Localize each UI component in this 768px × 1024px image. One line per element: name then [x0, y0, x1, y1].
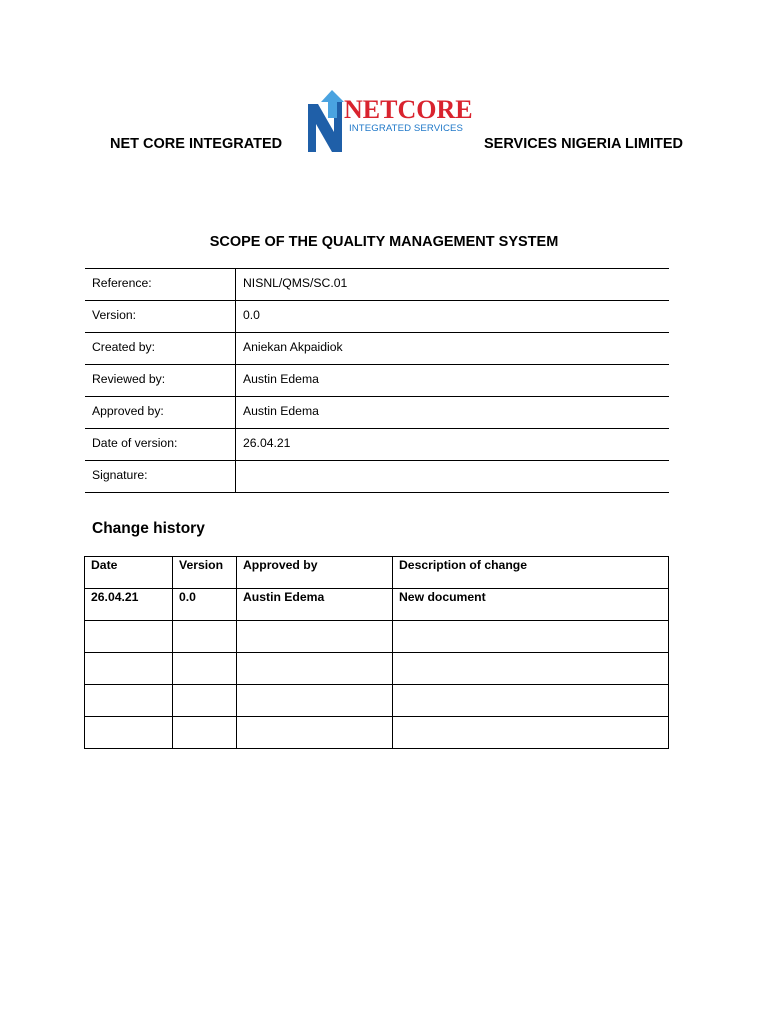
table-row — [85, 717, 669, 749]
meta-value: 26.04.21 — [236, 429, 670, 461]
table-cell — [85, 621, 173, 653]
company-name-right: SERVICES NIGERIA LIMITED — [484, 136, 683, 152]
table-cell — [173, 717, 237, 749]
change-history-table — [84, 556, 669, 749]
table-cell — [85, 717, 173, 749]
table-cell — [173, 653, 237, 685]
signature-field — [236, 461, 670, 493]
meta-label: Reviewed by: — [85, 365, 236, 397]
meta-label: Approved by: — [85, 397, 236, 429]
meta-row-date-of-version — [85, 429, 669, 461]
table-row — [85, 653, 669, 685]
table-header-row — [85, 557, 669, 589]
table-cell — [237, 653, 393, 685]
table-cell — [393, 717, 669, 749]
document-metadata-table — [85, 268, 669, 493]
table-cell — [173, 685, 237, 717]
meta-row-reference — [85, 269, 669, 301]
change-history-heading: Change history — [92, 520, 205, 537]
table-cell: Austin Edema — [237, 589, 393, 621]
meta-label: Reference: — [85, 269, 236, 301]
table-cell — [237, 685, 393, 717]
meta-label: Version: — [85, 301, 236, 333]
table-cell — [393, 685, 669, 717]
document-title: SCOPE OF THE QUALITY MANAGEMENT SYSTEM — [209, 234, 559, 250]
table-cell — [393, 621, 669, 653]
table-cell — [237, 717, 393, 749]
netcore-logo-mark — [304, 88, 476, 158]
meta-value: NISNL/QMS/SC.01 — [236, 269, 670, 301]
column-header-approved-by: Approved by — [237, 557, 393, 589]
column-header-date: Date — [85, 557, 173, 589]
meta-row-version — [85, 301, 669, 333]
meta-row-signature — [85, 461, 669, 493]
meta-row-approved-by — [85, 397, 669, 429]
meta-value: 0.0 — [236, 301, 670, 333]
meta-label: Date of version: — [85, 429, 236, 461]
table-row — [85, 589, 669, 621]
company-name-left: NET CORE INTEGRATED — [110, 136, 283, 152]
logo-tagline: INTEGRATED SERVICES — [349, 123, 464, 134]
netcore-logo — [304, 88, 476, 158]
table-row — [85, 621, 669, 653]
logo-word: NETCORE — [344, 95, 473, 124]
meta-label: Created by: — [85, 333, 236, 365]
meta-value: Austin Edema — [236, 397, 670, 429]
table-cell — [85, 653, 173, 685]
table-cell — [85, 685, 173, 717]
meta-value: Aniekan Akpaidiok — [236, 333, 670, 365]
column-header-description: Description of change — [393, 557, 669, 589]
meta-value: Austin Edema — [236, 365, 670, 397]
table-row — [85, 685, 669, 717]
table-cell — [393, 653, 669, 685]
table-cell: 26.04.21 — [85, 589, 173, 621]
table-cell — [173, 621, 237, 653]
meta-row-reviewed-by — [85, 365, 669, 397]
column-header-version: Version — [173, 557, 237, 589]
meta-label: Signature: — [85, 461, 236, 493]
table-cell — [237, 621, 393, 653]
table-cell: New document — [393, 589, 669, 621]
table-cell: 0.0 — [173, 589, 237, 621]
meta-row-created-by — [85, 333, 669, 365]
